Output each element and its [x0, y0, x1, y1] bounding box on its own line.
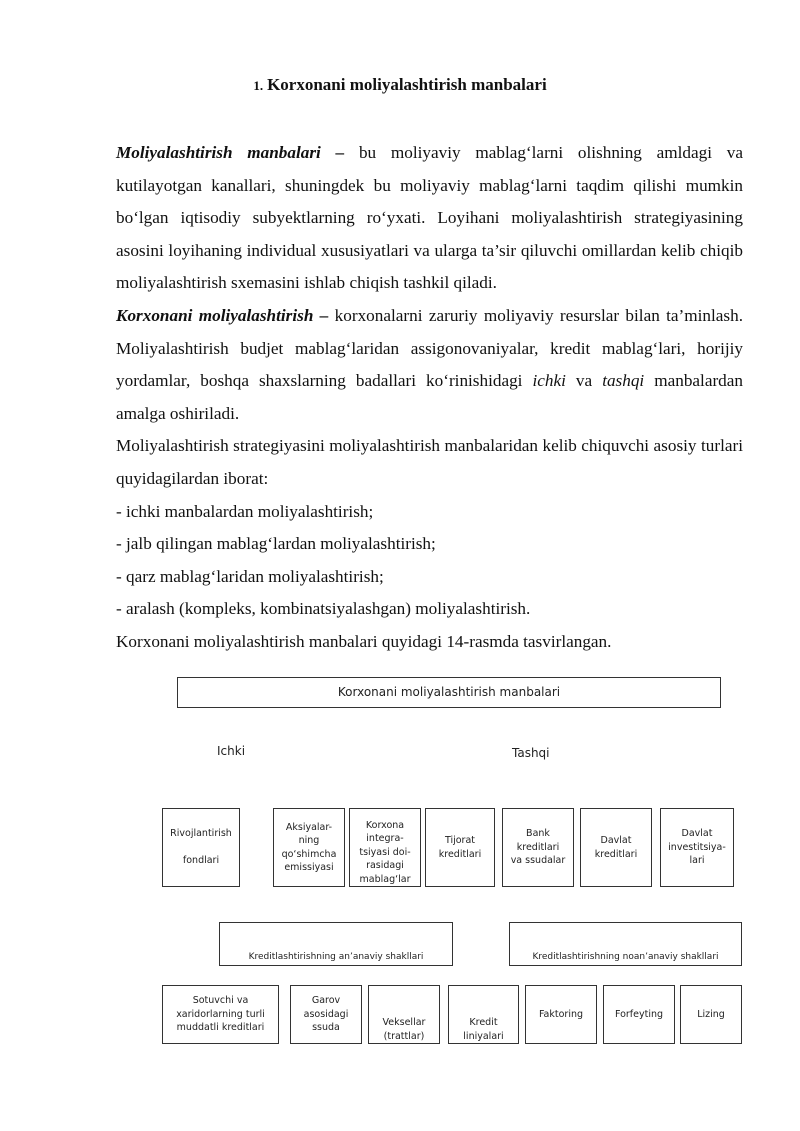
box-bank-credits: Bank kreditlari va ssudalar	[502, 808, 574, 887]
term-external: tashqi	[602, 371, 645, 391]
definition-text: manbalardan amalga oshiriladi.	[116, 371, 744, 423]
box-state-investments: Davlat investitsiya- lari	[660, 808, 734, 887]
box-credit-lines: Kredit liniyalari	[448, 985, 519, 1044]
list-item: - qarz mablag‘laridan moliyalashtirish;	[116, 566, 384, 586]
connector-text: va	[565, 371, 603, 391]
box-development-funds: Rivojlantirish fondlari	[162, 808, 240, 887]
list-item: - aralash (kompleks, kombinatsiyalashgan) moliyalashtirish.	[116, 599, 531, 619]
box-secured-loan: Garov asosidagi ssuda	[290, 985, 362, 1044]
box-nontraditional-forms: Kreditlashtirishning noan’anaviy shakllari	[509, 922, 742, 966]
box-seller-buyer-credits: Sotuvchi va xaridorlarning turli muddatli kreditlari	[162, 985, 279, 1044]
list-item: - jalb qilingan mablag‘lardan moliyalashtirish;	[116, 534, 436, 554]
box-commercial-credits: Tijorat kreditlari	[425, 808, 495, 887]
box-state-credits: Davlat kreditlari	[580, 808, 652, 887]
paragraph-strategy: Moliyalashtirish strategiyasini moliyalashtirish manbalaridan kelib chiquvchi asosiy turlari quyidagilardan iborat:	[116, 436, 743, 488]
definition-text: korxonalarni zaruriy moliyaviy resurslar bilan ta’minlash. Moliyalashtirish budjet mablag‘laridan assigonovaniyalar, kredit mablag‘lari, horijiy yordamlar, boshqa shaxslarning badallari ko‘rinishidagi	[116, 305, 743, 391]
internal-label: Ichki	[217, 744, 246, 758]
box-additional-share-emission: Aksiyalar- ning qo‘shimcha emissiyasi	[273, 808, 345, 887]
term-enterprise-financing: Korxonani moliyalashtirish –	[116, 305, 329, 325]
term-financing-sources: Moliyalashtirish manbalari –	[116, 143, 345, 162]
external-label: Tashqi	[512, 746, 550, 760]
section-number: 1.	[253, 78, 264, 93]
term-internal: ichki	[532, 371, 566, 391]
box-bills-of-exchange: Veksellar (trattlar)	[368, 985, 440, 1044]
box-leasing: Lizing	[680, 985, 742, 1044]
box-factoring: Faktoring	[525, 985, 597, 1044]
list-item: - ichki manbalardan moliyalashtirish;	[116, 501, 374, 521]
box-integration-funds: Korxona integra- tsiyasi doi- rasidagi mablag‘lar	[349, 808, 421, 887]
diagram-title-box: Korxonani moliyalashtirish manbalari	[177, 677, 721, 708]
paragraph-figure-ref: Korxonani moliyalashtirish manbalari quyidagi 14-rasmda tasvirlangan.	[116, 631, 612, 651]
box-traditional-forms: Kreditlashtirishning an’anaviy shakllari	[219, 922, 453, 966]
section-title: Korxonani moliyalashtirish manbalari	[267, 75, 547, 94]
definition-text: bu moliyaviy mablag‘larni olishning amldagi va kutilayotgan kanallari, shuningdek bu moliyaviy mablag‘larni taqdim qilishi mumkin bo‘lgan iqtisodiy subyektlarning ro‘yxati. Loyihani moliyalashtirish strategiyasining asosini loyihaning individual xususiyatlari va ularga ta’sir qiluvchi omillardan kelib chiqib moliyalashtirish sxemasini ishlab chiqish tashkil qiladi.	[116, 143, 743, 293]
box-forfaiting: Forfeyting	[603, 985, 675, 1044]
